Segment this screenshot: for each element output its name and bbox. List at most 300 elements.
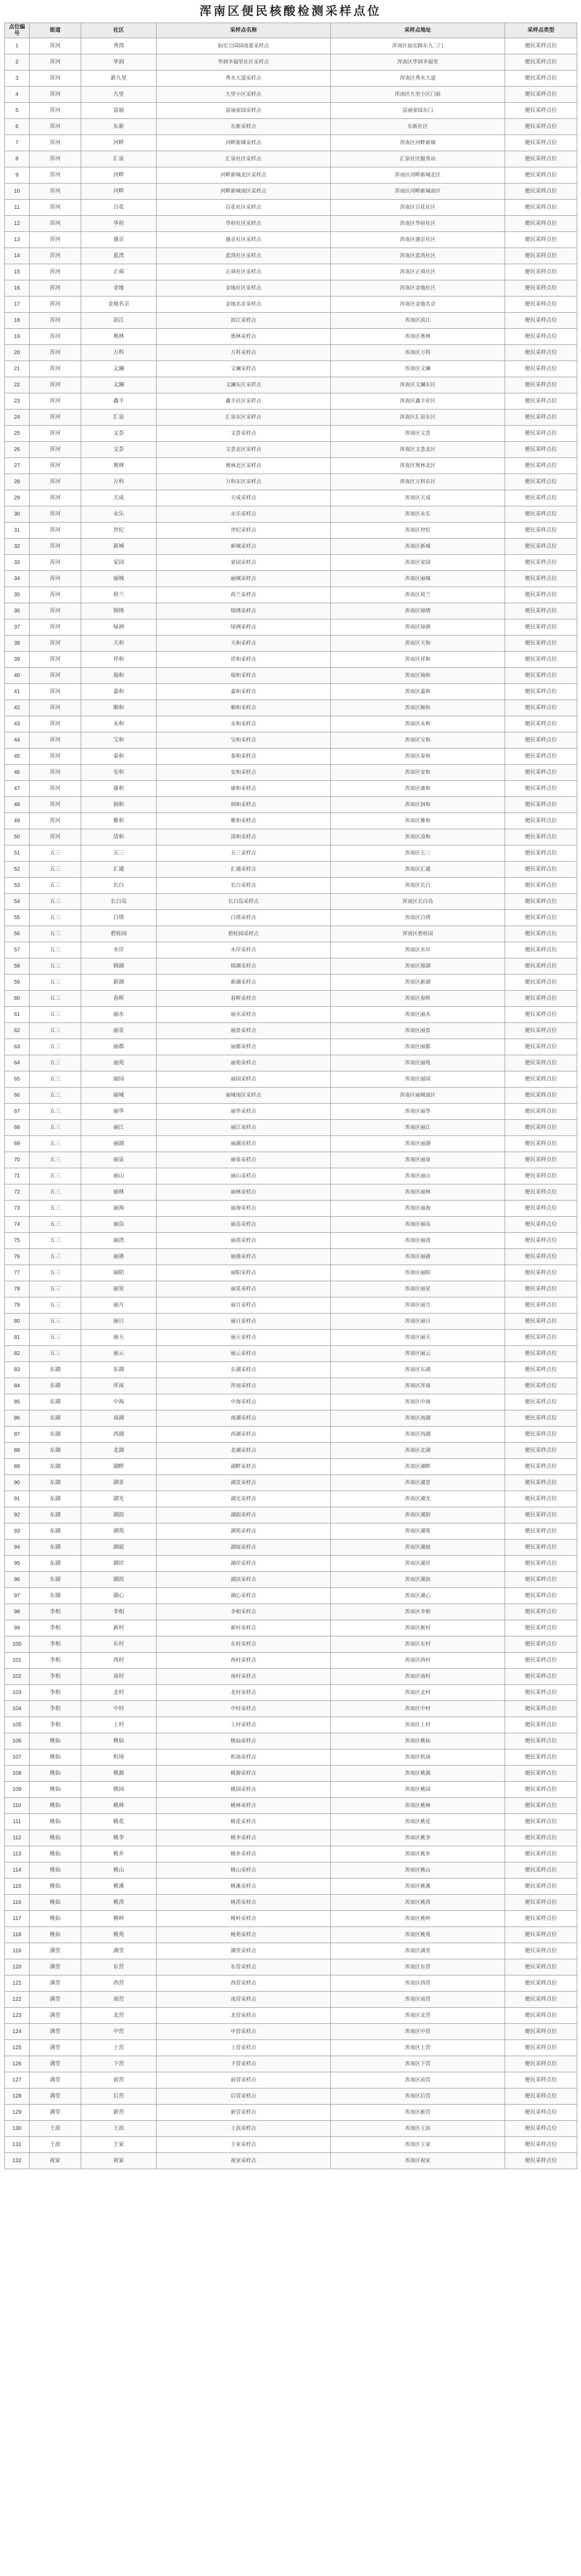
table-row — [5, 167, 577, 184]
site-name-cell: 丽山采样点 — [157, 1168, 331, 1184]
site-number-cell: 93 — [5, 1523, 30, 1540]
street-cell: 浑河 — [30, 716, 81, 732]
community-cell: 盛京 — [81, 232, 157, 248]
community-cell: 满堂 — [81, 1943, 157, 1959]
site-address-cell: 浑南区桃湾 — [331, 1895, 505, 1911]
site-type-cell: 便民采样点位 — [505, 1992, 577, 2008]
site-name-cell: 河畔新城北区采样点 — [157, 167, 331, 184]
table-row — [5, 1814, 577, 1830]
site-type-cell: 便民采样点位 — [505, 926, 577, 942]
site-type-cell: 便民采样点位 — [505, 1653, 577, 1669]
site-type-cell: 便民采样点位 — [505, 571, 577, 587]
site-address-cell: 浑南区后营 — [331, 2088, 505, 2105]
site-address-cell: 浑南区永和 — [331, 716, 505, 732]
site-address-cell: 浑南区湖光 — [331, 1491, 505, 1507]
site-type-cell: 便民采样点位 — [505, 1136, 577, 1152]
table-row — [5, 749, 577, 765]
site-name-cell: 中村采样点 — [157, 1701, 331, 1717]
site-number-cell: 27 — [5, 458, 30, 474]
site-name-cell: 丽江采样点 — [157, 1120, 331, 1136]
community-cell: 王家 — [81, 2137, 157, 2153]
site-address-cell: 浑南区桃园 — [331, 1782, 505, 1798]
street-cell: 满堂 — [30, 2056, 81, 2072]
table-row — [5, 1701, 577, 1717]
site-type-cell: 便民采样点位 — [505, 1701, 577, 1717]
community-cell: 上村 — [81, 1717, 157, 1733]
street-cell: 五三 — [30, 1071, 81, 1088]
table-row — [5, 942, 577, 958]
community-cell: 丽月 — [81, 1297, 157, 1314]
site-type-cell: 便民采样点位 — [505, 991, 577, 1007]
table-row — [5, 1798, 577, 1814]
community-cell: 天成 — [81, 490, 157, 506]
street-cell: 浑河 — [30, 167, 81, 184]
site-name-cell: 清和采样点 — [157, 829, 331, 845]
table-row — [5, 1362, 577, 1378]
site-name-cell: 祥和采样点 — [157, 652, 331, 668]
community-cell: 桃李 — [81, 1830, 157, 1846]
community-cell: 丽城 — [81, 571, 157, 587]
table-row — [5, 2137, 577, 2153]
site-number-cell: 125 — [5, 2040, 30, 2056]
site-name-cell: 丽岛采样点 — [157, 1217, 331, 1233]
street-cell: 五三 — [30, 845, 81, 862]
site-name-cell: 桃乡采样点 — [157, 1846, 331, 1862]
site-number-cell: 82 — [5, 1346, 30, 1362]
site-address-cell: 浑南区五三 — [331, 845, 505, 862]
site-type-cell: 便民采样点位 — [505, 70, 577, 87]
table-row — [5, 1749, 577, 1766]
site-address-cell: 浑南区荷兰 — [331, 587, 505, 603]
site-number-cell: 122 — [5, 1992, 30, 2008]
site-name-cell: 湖庭采样点 — [157, 1540, 331, 1556]
community-cell: 万科 — [81, 474, 157, 490]
site-number-cell: 14 — [5, 248, 30, 264]
table-row — [5, 991, 577, 1007]
site-name-cell: 滨江采样点 — [157, 313, 331, 329]
community-cell: 丽岛 — [81, 1217, 157, 1233]
site-type-cell: 便民采样点位 — [505, 1862, 577, 1879]
site-address-cell: 浑南区东村 — [331, 1636, 505, 1653]
community-cell: 新营 — [81, 2105, 157, 2121]
table-row — [5, 1830, 577, 1846]
site-type-cell: 便民采样点位 — [505, 393, 577, 410]
site-address-cell: 浑南区润和 — [331, 797, 505, 813]
table-row — [5, 845, 577, 862]
table-row — [5, 1927, 577, 1943]
site-number-cell: 124 — [5, 2024, 30, 2040]
table-row — [5, 668, 577, 684]
street-cell: 五三 — [30, 1104, 81, 1120]
site-address-cell: 浑南区祥和 — [331, 652, 505, 668]
street-cell: 桃仙 — [30, 1862, 81, 1879]
site-address-cell: 浑南区正舜社区 — [331, 264, 505, 280]
site-name-cell: 西营采样点 — [157, 1975, 331, 1992]
site-address-cell: 浑南区汇泉东区 — [331, 410, 505, 426]
site-type-cell: 便民采样点位 — [505, 1717, 577, 1733]
table-row — [5, 1491, 577, 1507]
site-number-cell: 47 — [5, 781, 30, 797]
table-row — [5, 458, 577, 474]
site-type-cell: 便民采样点位 — [505, 958, 577, 975]
table-row — [5, 1862, 577, 1879]
site-address-cell: 浑南区湖苑 — [331, 1523, 505, 1540]
site-address-cell: 浑南区东湖 — [331, 1362, 505, 1378]
street-cell: 东湖 — [30, 1556, 81, 1572]
site-type-cell: 便民采样点位 — [505, 587, 577, 603]
community-cell: 丽林 — [81, 1184, 157, 1201]
site-type-cell: 便民采样点位 — [505, 377, 577, 393]
site-address-cell: 浑南区金地名京 — [331, 297, 505, 313]
site-type-cell: 便民采样点位 — [505, 1620, 577, 1636]
table-row — [5, 1007, 577, 1023]
site-name-cell: 丽阳采样点 — [157, 1265, 331, 1281]
community-cell: 万科 — [81, 345, 157, 361]
site-name-cell: 奥林北区采样点 — [157, 458, 331, 474]
street-cell: 满堂 — [30, 2024, 81, 2040]
site-type-cell: 便民采样点位 — [505, 1588, 577, 1604]
street-cell: 东湖 — [30, 1523, 81, 1540]
table-row — [5, 264, 577, 280]
street-cell: 桃仙 — [30, 1798, 81, 1814]
site-address-cell: 浑南区桃林 — [331, 1798, 505, 1814]
site-type-cell: 便民采样点位 — [505, 38, 577, 54]
site-number-cell: 62 — [5, 1023, 30, 1039]
street-cell: 浑河 — [30, 135, 81, 151]
street-cell: 浑河 — [30, 248, 81, 264]
site-type-cell: 便民采样点位 — [505, 2024, 577, 2040]
site-type-cell: 便民采样点位 — [505, 1362, 577, 1378]
site-name-cell: 桃源采样点 — [157, 1766, 331, 1782]
site-number-cell: 73 — [5, 1201, 30, 1217]
site-address-cell: 浑南区南营 — [331, 1992, 505, 2008]
site-number-cell: 91 — [5, 1491, 30, 1507]
street-cell: 五三 — [30, 1281, 81, 1297]
site-number-cell: 49 — [5, 813, 30, 829]
site-type-cell: 便民采样点位 — [505, 1378, 577, 1394]
table-row — [5, 1249, 577, 1265]
site-address-cell: 浑南区丽海 — [331, 1201, 505, 1217]
table-row — [5, 1879, 577, 1895]
site-address-cell: 富丽家园东门 — [331, 103, 505, 119]
community-cell: 天和 — [81, 636, 157, 652]
community-cell: 丽山 — [81, 1168, 157, 1184]
site-number-cell: 128 — [5, 2088, 30, 2105]
site-number-cell: 35 — [5, 587, 30, 603]
site-address-cell: 浑南区万科东区 — [331, 474, 505, 490]
site-type-cell: 便民采样点位 — [505, 1491, 577, 1507]
site-number-cell: 123 — [5, 2008, 30, 2024]
community-cell: 桃园 — [81, 1782, 157, 1798]
table-row — [5, 313, 577, 329]
site-number-cell: 43 — [5, 716, 30, 732]
community-cell: 长白 — [81, 878, 157, 894]
site-number-cell: 25 — [5, 426, 30, 442]
community-cell: 文澜 — [81, 377, 157, 393]
site-name-cell: 丽月采样点 — [157, 1297, 331, 1314]
site-name-cell: 丽林采样点 — [157, 1184, 331, 1201]
site-number-cell: 107 — [5, 1749, 30, 1766]
site-number-cell: 4 — [5, 87, 30, 103]
table-row — [5, 1104, 577, 1120]
site-number-cell: 103 — [5, 1685, 30, 1701]
table-row — [5, 135, 577, 151]
site-address-cell: 浑南区雅和 — [331, 813, 505, 829]
site-number-cell: 90 — [5, 1475, 30, 1491]
table-row — [5, 1733, 577, 1749]
site-address-cell: 浑南区秀水大道 — [331, 70, 505, 87]
street-cell: 浑河 — [30, 119, 81, 135]
community-cell: 金地名京 — [81, 297, 157, 313]
table-row — [5, 1959, 577, 1975]
street-cell: 五三 — [30, 1152, 81, 1168]
site-number-cell: 39 — [5, 652, 30, 668]
site-address-cell: 浑南区下营 — [331, 2056, 505, 2072]
street-cell: 桃仙 — [30, 1927, 81, 1943]
site-number-cell: 31 — [5, 523, 30, 539]
site-number-cell: 83 — [5, 1362, 30, 1378]
site-number-cell: 112 — [5, 1830, 30, 1846]
table-header-row — [5, 23, 577, 38]
site-type-cell: 便民采样点位 — [505, 1410, 577, 1427]
table-row — [5, 506, 577, 523]
table-row — [5, 1233, 577, 1249]
site-type-cell: 便民采样点位 — [505, 1427, 577, 1443]
street-cell: 五三 — [30, 958, 81, 975]
site-address-cell: 浑南区河畔新城南区 — [331, 184, 505, 200]
site-address-cell: 浑南区天和 — [331, 636, 505, 652]
site-address-cell: 浑南区中村 — [331, 1701, 505, 1717]
site-address-cell: 浑南区湖庭 — [331, 1540, 505, 1556]
site-type-cell: 便民采样点位 — [505, 410, 577, 426]
table-row — [5, 1459, 577, 1475]
site-address-cell: 浑南区文荟 — [331, 426, 505, 442]
site-address-cell: 浑南区上村 — [331, 1717, 505, 1733]
site-number-cell: 109 — [5, 1782, 30, 1798]
site-number-cell: 131 — [5, 2137, 30, 2153]
site-address-cell: 浑南区丽岛 — [331, 1217, 505, 1233]
street-cell: 五三 — [30, 1330, 81, 1346]
site-number-cell: 129 — [5, 2105, 30, 2121]
street-cell: 浑河 — [30, 684, 81, 700]
site-type-cell: 便民采样点位 — [505, 1184, 577, 1201]
site-number-cell: 70 — [5, 1152, 30, 1168]
site-type-cell: 便民采样点位 — [505, 490, 577, 506]
site-type-cell: 便民采样点位 — [505, 797, 577, 813]
site-address-cell: 浑南区前营 — [331, 2072, 505, 2088]
site-name-cell: 西湖采样点 — [157, 1427, 331, 1443]
site-number-cell: 119 — [5, 1943, 30, 1959]
site-type-cell: 便民采样点位 — [505, 264, 577, 280]
street-cell: 五三 — [30, 1168, 81, 1184]
site-type-cell: 便民采样点位 — [505, 813, 577, 829]
site-address-cell: 浑南区湖心 — [331, 1588, 505, 1604]
community-cell: 西村 — [81, 1653, 157, 1669]
community-cell: 丽阳 — [81, 1265, 157, 1281]
site-type-cell: 便民采样点位 — [505, 1297, 577, 1314]
site-number-cell: 64 — [5, 1055, 30, 1071]
site-number-cell: 48 — [5, 797, 30, 813]
community-cell: 丽江 — [81, 1120, 157, 1136]
site-address-cell: 浑南区湖岸 — [331, 1556, 505, 1572]
site-name-cell: 丽海采样点 — [157, 1201, 331, 1217]
table-row — [5, 1523, 577, 1540]
community-cell: 丽星 — [81, 1281, 157, 1297]
site-address-cell: 浑南区文澜 — [331, 361, 505, 377]
community-cell: 丽华 — [81, 1104, 157, 1120]
community-cell: 南营 — [81, 1992, 157, 2008]
table-row — [5, 490, 577, 506]
street-cell: 浑河 — [30, 329, 81, 345]
table-row — [5, 184, 577, 200]
street-cell: 浑河 — [30, 264, 81, 280]
site-type-cell: 便民采样点位 — [505, 1265, 577, 1281]
site-type-cell: 便民采样点位 — [505, 1120, 577, 1136]
site-name-cell: 长白采样点 — [157, 878, 331, 894]
community-cell: 北湖 — [81, 1443, 157, 1459]
site-address-cell: 浑南区嘉和 — [331, 684, 505, 700]
site-type-cell: 便民采样点位 — [505, 103, 577, 119]
street-cell: 东湖 — [30, 1540, 81, 1556]
table-row — [5, 813, 577, 829]
site-type-cell: 便民采样点位 — [505, 1911, 577, 1927]
site-address-cell: 汇泉社区服务站 — [331, 151, 505, 167]
site-address-cell: 浑南区绿洲 — [331, 619, 505, 636]
street-cell: 桃仙 — [30, 1846, 81, 1862]
site-name-cell: 桃花采样点 — [157, 1814, 331, 1830]
site-type-cell: 便民采样点位 — [505, 829, 577, 845]
site-type-cell: 便民采样点位 — [505, 200, 577, 216]
site-number-cell: 11 — [5, 200, 30, 216]
site-number-cell: 105 — [5, 1717, 30, 1733]
site-name-cell: 顺和采样点 — [157, 700, 331, 716]
site-name-cell: 浑南采样点 — [157, 1378, 331, 1394]
street-cell: 东湖 — [30, 1491, 81, 1507]
site-number-cell: 68 — [5, 1120, 30, 1136]
site-name-cell: 北湖采样点 — [157, 1443, 331, 1459]
community-cell: 湖苑 — [81, 1523, 157, 1540]
header-site-address: 采样点地址 — [331, 23, 505, 38]
site-number-cell: 60 — [5, 991, 30, 1007]
header-community: 社区 — [81, 23, 157, 38]
community-cell: 丽湾 — [81, 1233, 157, 1249]
site-type-cell: 便民采样点位 — [505, 523, 577, 539]
table-row — [5, 975, 577, 991]
table-row — [5, 54, 577, 70]
site-name-cell: 文澜东区采样点 — [157, 377, 331, 393]
site-name-cell: 后营采样点 — [157, 2088, 331, 2105]
table-row — [5, 1975, 577, 1992]
site-name-cell: 碧桂园采样点 — [157, 926, 331, 942]
site-number-cell: 100 — [5, 1636, 30, 1653]
table-row — [5, 1992, 577, 2008]
site-type-cell: 便民采样点位 — [505, 313, 577, 329]
table-row — [5, 1201, 577, 1217]
site-address-cell: 浑南区河畔新城北区 — [331, 167, 505, 184]
header-site-name: 采样点名称 — [157, 23, 331, 38]
street-cell: 五三 — [30, 1023, 81, 1039]
community-cell: 雅和 — [81, 813, 157, 829]
site-type-cell: 便民采样点位 — [505, 555, 577, 571]
street-cell: 东湖 — [30, 1427, 81, 1443]
site-name-cell: 水岸采样点 — [157, 942, 331, 958]
community-cell: 李相 — [81, 1604, 157, 1620]
street-cell: 浑河 — [30, 555, 81, 571]
site-name-cell: 北村采样点 — [157, 1685, 331, 1701]
site-number-cell: 114 — [5, 1862, 30, 1879]
street-cell: 满堂 — [30, 1975, 81, 1992]
site-number-cell: 88 — [5, 1443, 30, 1459]
site-name-cell: 北营采样点 — [157, 2008, 331, 2024]
site-name-cell: 丽湖采样点 — [157, 1136, 331, 1152]
site-number-cell: 110 — [5, 1798, 30, 1814]
site-address-cell: 浑南区新城 — [331, 539, 505, 555]
site-name-cell: 长白岛采样点 — [157, 894, 331, 910]
site-name-cell: 王滨采样点 — [157, 2121, 331, 2137]
community-cell: 东湖 — [81, 1362, 157, 1378]
site-type-cell: 便民采样点位 — [505, 1830, 577, 1846]
table-row — [5, 732, 577, 749]
site-number-cell: 50 — [5, 829, 30, 845]
street-cell: 浑河 — [30, 797, 81, 813]
site-address-cell: 浑南区北湖 — [331, 1443, 505, 1459]
site-address-cell: 浑南区汇通 — [331, 862, 505, 878]
site-address-cell: 浑南区湖滨 — [331, 1572, 505, 1588]
site-address-cell: 浑南区文荟北区 — [331, 442, 505, 458]
site-address-cell: 浑南区丽湖 — [331, 1136, 505, 1152]
site-type-cell: 便民采样点位 — [505, 442, 577, 458]
site-type-cell: 便民采样点位 — [505, 87, 577, 103]
site-name-cell: 桃仙采样点 — [157, 1733, 331, 1749]
site-number-cell: 66 — [5, 1088, 30, 1104]
street-cell: 浑河 — [30, 636, 81, 652]
street-cell: 满堂 — [30, 1943, 81, 1959]
site-address-cell: 浑南区丽华 — [331, 1104, 505, 1120]
site-name-cell: 康和采样点 — [157, 781, 331, 797]
community-cell: 桃林 — [81, 1798, 157, 1814]
community-cell: 安和 — [81, 765, 157, 781]
street-cell: 满堂 — [30, 2040, 81, 2056]
table-row — [5, 2105, 577, 2121]
site-name-cell: 桃李采样点 — [157, 1830, 331, 1846]
site-type-cell: 便民采样点位 — [505, 54, 577, 70]
site-number-cell: 53 — [5, 878, 30, 894]
table-row — [5, 2024, 577, 2040]
table-row — [5, 910, 577, 926]
site-name-cell: 丽天采样点 — [157, 1330, 331, 1346]
street-cell: 满堂 — [30, 2008, 81, 2024]
site-number-cell: 86 — [5, 1410, 30, 1427]
site-type-cell: 便民采样点位 — [505, 1443, 577, 1459]
site-name-cell: 湖滨采样点 — [157, 1572, 331, 1588]
site-type-cell: 便民采样点位 — [505, 506, 577, 523]
site-number-cell: 92 — [5, 1507, 30, 1523]
site-address-cell: 浑南区长白岛 — [331, 894, 505, 910]
site-name-cell: 天和采样点 — [157, 636, 331, 652]
table-row — [5, 1572, 577, 1588]
site-number-cell: 115 — [5, 1879, 30, 1895]
site-name-cell: 湖韵采样点 — [157, 1507, 331, 1523]
site-number-cell: 44 — [5, 732, 30, 749]
table-row — [5, 1556, 577, 1572]
site-address-cell: 浑南区家园 — [331, 555, 505, 571]
table-row — [5, 765, 577, 781]
site-number-cell: 96 — [5, 1572, 30, 1588]
site-number-cell: 2 — [5, 54, 30, 70]
site-address-cell: 浑南区东营 — [331, 1959, 505, 1975]
table-row — [5, 1346, 577, 1362]
community-cell: 汇泉 — [81, 151, 157, 167]
